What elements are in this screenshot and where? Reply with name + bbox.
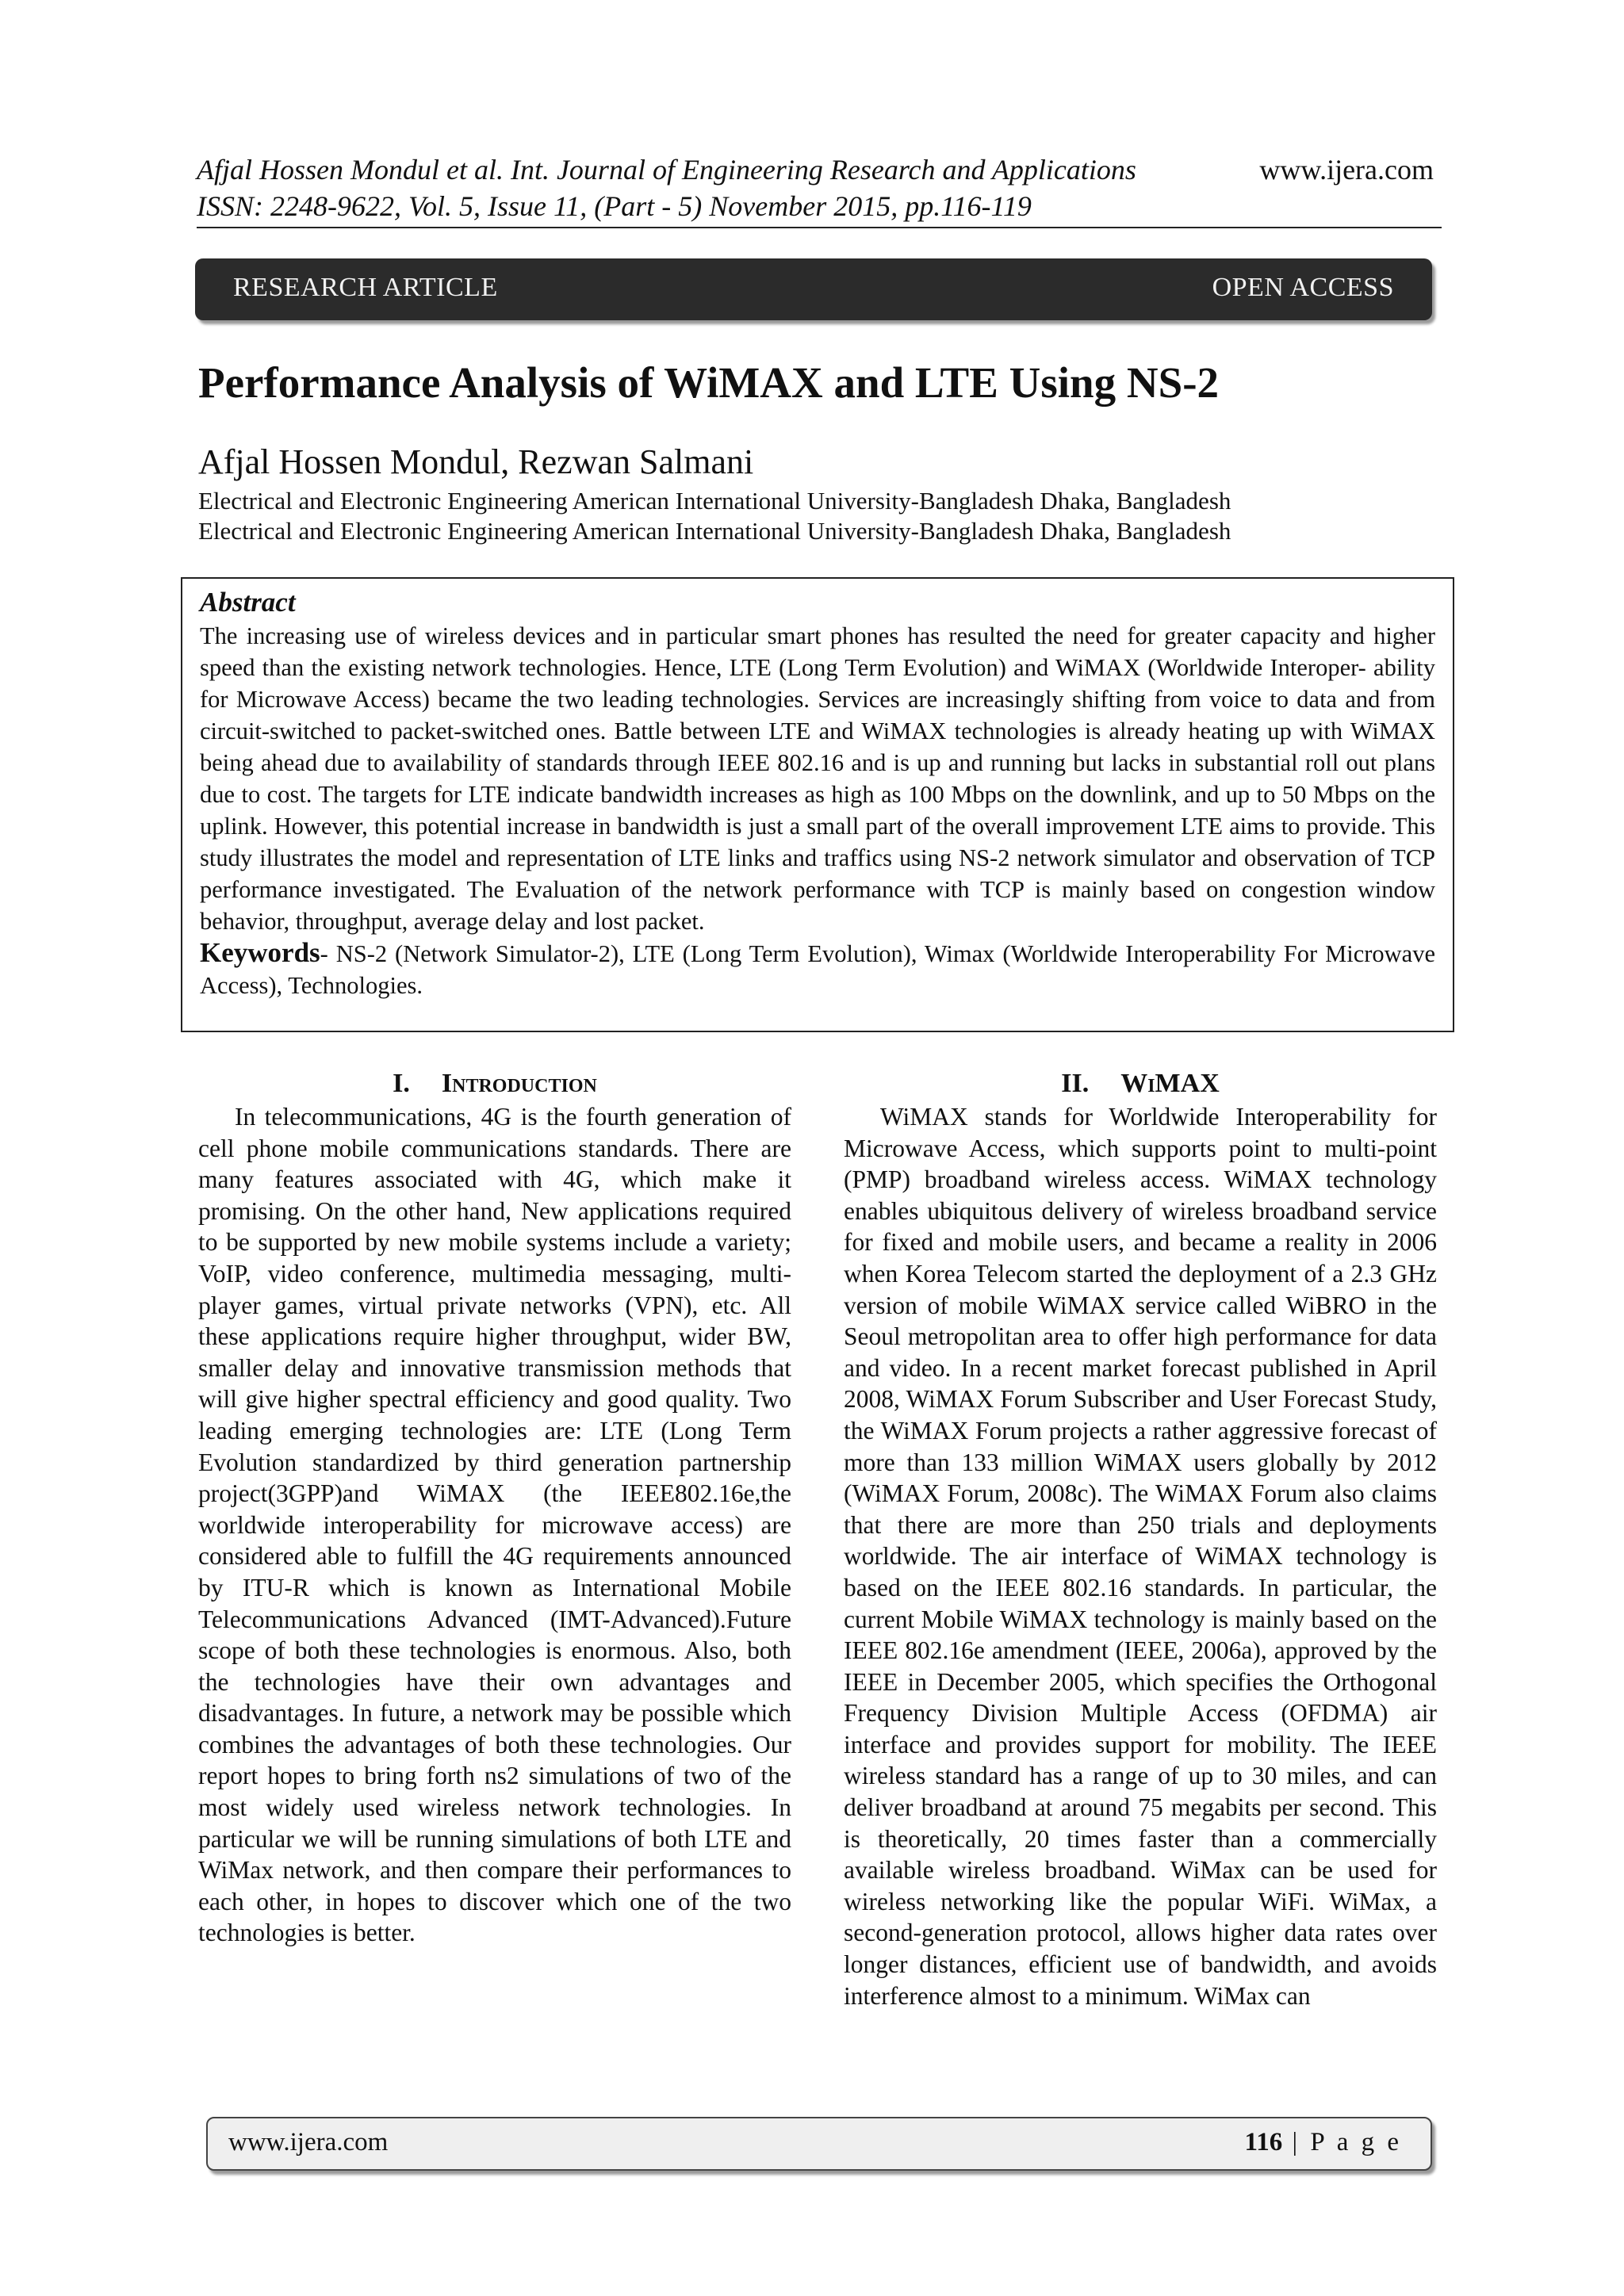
page-number: 116 [1244,2128,1283,2156]
issn-line: ISSN: 2248-9622, Vol. 5, Issue 11, (Part - 5) November 2015, pp.116-119 [197,190,1032,222]
author-list: Afjal Hossen Mondul, Rezwan Salmani [198,442,754,481]
abstract-heading: Abstract [200,587,296,618]
wimax-paragraph: WiMAX stands for Worldwide Interoperability for Microwave Access, which supports point to multi-point (PMP) broadband wireless access. WiMAX technology enables ubiquitous delivery of wireless broadband service for fixed and mobile users, and became a reality in 2006 when Korea Telecom started the deployment of a 2.3 GHz version of mobile WiMAX service called WiBRO in the Seoul metropolitan area to offer high performance for data and video. In a recent market forecast published in April 2008, WiMAX Forum Subscriber and User Forecast Study, the WiMAX Forum projects a rather aggressive forecast of more than 133 million WiMAX users globally by 2012 (WiMAX Forum, 2008c). The WiMAX Forum also claims that there are more than 250 trials and deployments worldwide. The air interface of WiMAX technology is based on the IEEE 802.16 standards. In particular, the current Mobile WiMAX technology is mainly based on the IEEE 802.16e amendment (IEEE, 2006a), approved by the IEEE in December 2005, which specifies the Orthogonal Frequency Division Multiple Access (OFDMA) air interface and provides support for mobility. The IEEE wireless standard has a range of up to 30 miles, and can deliver broadband at around 75 megabits per second. This is theoretically, 20 times faster than a commercially available wireless broadband. WiMax can be used for wireless networking like the popular WiFi. WiMax, a second-generation protocol, allows higher data rates over longer distances, efficient use of bandwidth, and avoids interference almost to a minimum. WiMax can [844,1103,1437,2010]
footer-page [1245,2128,1402,2157]
abstract-box [181,577,1454,1032]
research-article-label: RESEARCH ARTICLE [233,273,498,302]
abstract-text: The increasing use of wireless devices and in particular smart phones has resulted the need for greater capacity and higher speed than the existing network technologies. Hence, LTE (Long Term Evolution) and WiMAX (Worldwide Interoper- ability for Microwave Access) became the two leading technologies. Services are increasingly shifting from voice to data and from circuit-switched to packet-switched ones. Battle between LTE and WiMAX technologies is already heating up with WiMAX being ahead due to availability of standards through IEEE 802.16 and is up and running but lacks in substantial roll out plans due to cost. The targets for LTE indicate bandwidth increases as high as 100 Mbps on the downlink, and up to 50 Mbps on the uplink. However, this potential increase in bandwidth is just a small part of the overall improvement LTE aims to provide. This study illustrates the model and representation of LTE links and traffics using NS-2 network simulator and observation of TCP performance investigated. The Evaluation of the network performance with TCP is mainly based on congestion window behavior, throughput, average delay and lost packet. [200,622,1435,935]
section-title: WiMAX [1120,1069,1220,1098]
left-column [198,1066,791,1949]
affiliation-1: Electrical and Electronic Engineering American International University-Bangladesh Dhaka, Bangladesh [198,487,1231,515]
introduction-paragraph: In telecommunications, 4G is the fourth generation of cell phone mobile communications standards. There are many features associated with 4G, which make it promising. On the other hand, New applications required to be supported by new mobile systems include a variety; VoIP, video conference, multimedia messaging, multi-player games, virtual private networks (VPN), etc. All these applications require higher throughput, wider BW, smaller delay and innovative transmission methods that will give higher spectral efficiency and good quality. Two leading emerging technologies are: LTE (Long Term Evolution standardized by third generation partnership project(3GPP)and WiMAX (the IEEE802.16e,the worldwide interoperability for microwave access) are considered able to fulfill the 4G requirements announced by ITU-R which is known as International Mobile Telecommunications Advanced (IMT-Advanced).Future scope of both these technologies is enormous. Also, both the technologies have their own advantages and disadvantages. In future, a network may be possible which combines the advantages of both these technologies. Our report hopes to bring forth ns2 simulations of two of the most widely used wireless network technologies. In particular we will be running simulations of both LTE and WiMax network, and then compare their performances to each other, in hopes to discover which one of the two technologies is better. [198,1103,791,1947]
page-footer [206,2117,1432,2171]
paper-title: Performance Analysis of WiMAX and LTE Using NS-2 [198,358,1220,407]
article-type-banner [195,258,1432,320]
section-heading-wimax [844,1066,1437,1101]
footer-website[interactable]: www.ijera.com [228,2128,389,2156]
keywords-text: - NS-2 (Network Simulator-2), LTE (Long Term Evolution), Wimax (Worldwide Interoperability For Microwave Access), Technologies. [200,940,1435,999]
affiliation-2: Electrical and Electronic Engineering American International University-Bangladesh Dhaka, Bangladesh [198,517,1231,545]
journal-citation: Afjal Hossen Mondul et al. Int. Journal of Engineering Research and Applications [197,154,1136,186]
section-title: Introduction [441,1069,597,1098]
section-heading-introduction [198,1066,791,1101]
journal-website[interactable]: www.ijera.com [1259,154,1434,186]
section-number: I. [393,1069,410,1098]
header-rule [197,227,1442,228]
open-access-label: OPEN ACCESS [1212,273,1394,302]
section-number: II. [1061,1069,1090,1098]
right-column [844,1066,1437,2011]
keywords-label: Keywords [200,937,320,968]
running-header [197,152,1434,228]
keywords [200,937,1435,1001]
page-label: | P a g e [1292,2128,1402,2156]
